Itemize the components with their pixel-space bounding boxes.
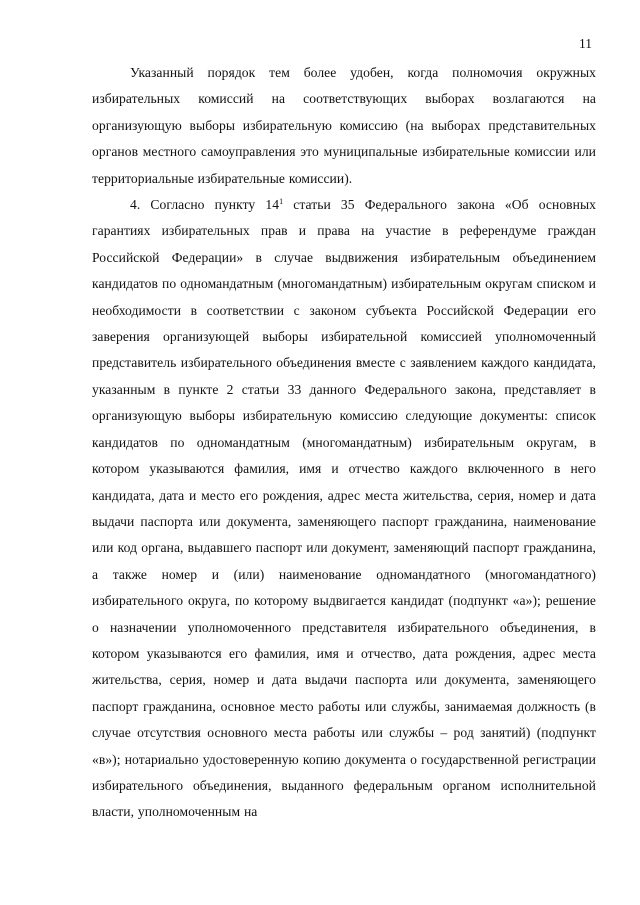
document-body	[92, 60, 596, 826]
page-number: 11	[579, 36, 592, 51]
paragraph-2	[92, 192, 596, 826]
footnote-superscript: 1	[279, 197, 284, 207]
paragraph-2-text: статьи 35 Федерального закона «Об основных гарантиях избирательных прав и права на участие в референдуме граждан Российской Федерации» в случае выдвижения избирательным объединением кандидатов по одномандатным (многомандатным) избирательным округам списком и необходимости в соответствии с законом субъекта Российской Федерации его заверения организующей выборы избирательной комиссией уполномоченный представитель избирательного объединения вместе с заявлением каждого кандидата, указанным в пункте 2 статьи 33 данного Федерального закона, представляет в организующую выборы избирательную комиссию следующие документы: список кандидатов по одномандатным (многомандатным) избирательным округам, в котором указываются фамилия, имя и отчество каждого включенного в него кандидата, дата и место его рождения, адрес места жительства, серия, номер и дата выдачи паспорта или документа, заменяющего паспорт гражданина, наименование или код органа, выдавшего паспорт или документ, заменяющий паспорт гражданина, а также номер и (или) наименование одномандатного (многомандатного) избирательного округа, по которому выдвигается кандидат (подпункт «а»); решение о назначении уполномоченного представителя избирательного объединения, в котором указываются его фамилия, имя и отчество, дата рождения, адрес места жительства, серия, номер и дата выдачи паспорта или документа, заменяющего паспорт гражданина, основное место работы или службы, занимаемая должность (в случае отсутствия основного места работы или службы – род занятий) (подпункт «в»); нотариально удостоверенную копию документа о государственной регистрации избирательного объединения, выданного федеральным органом исполнительной власти, уполномоченным на	[92, 197, 596, 820]
paragraph-2-lead: 4. Согласно пункту 14	[130, 197, 280, 213]
paragraph-1: Указанный порядок тем более удобен, когда полномочия окружных избирательных комиссий на соответствующих выборах возлагаются на организующую выборы избирательную комиссию (на выборах представительных органов местного самоуправления это муниципальные избирательные комиссии или территориальные избирательные комиссии).	[92, 65, 596, 186]
